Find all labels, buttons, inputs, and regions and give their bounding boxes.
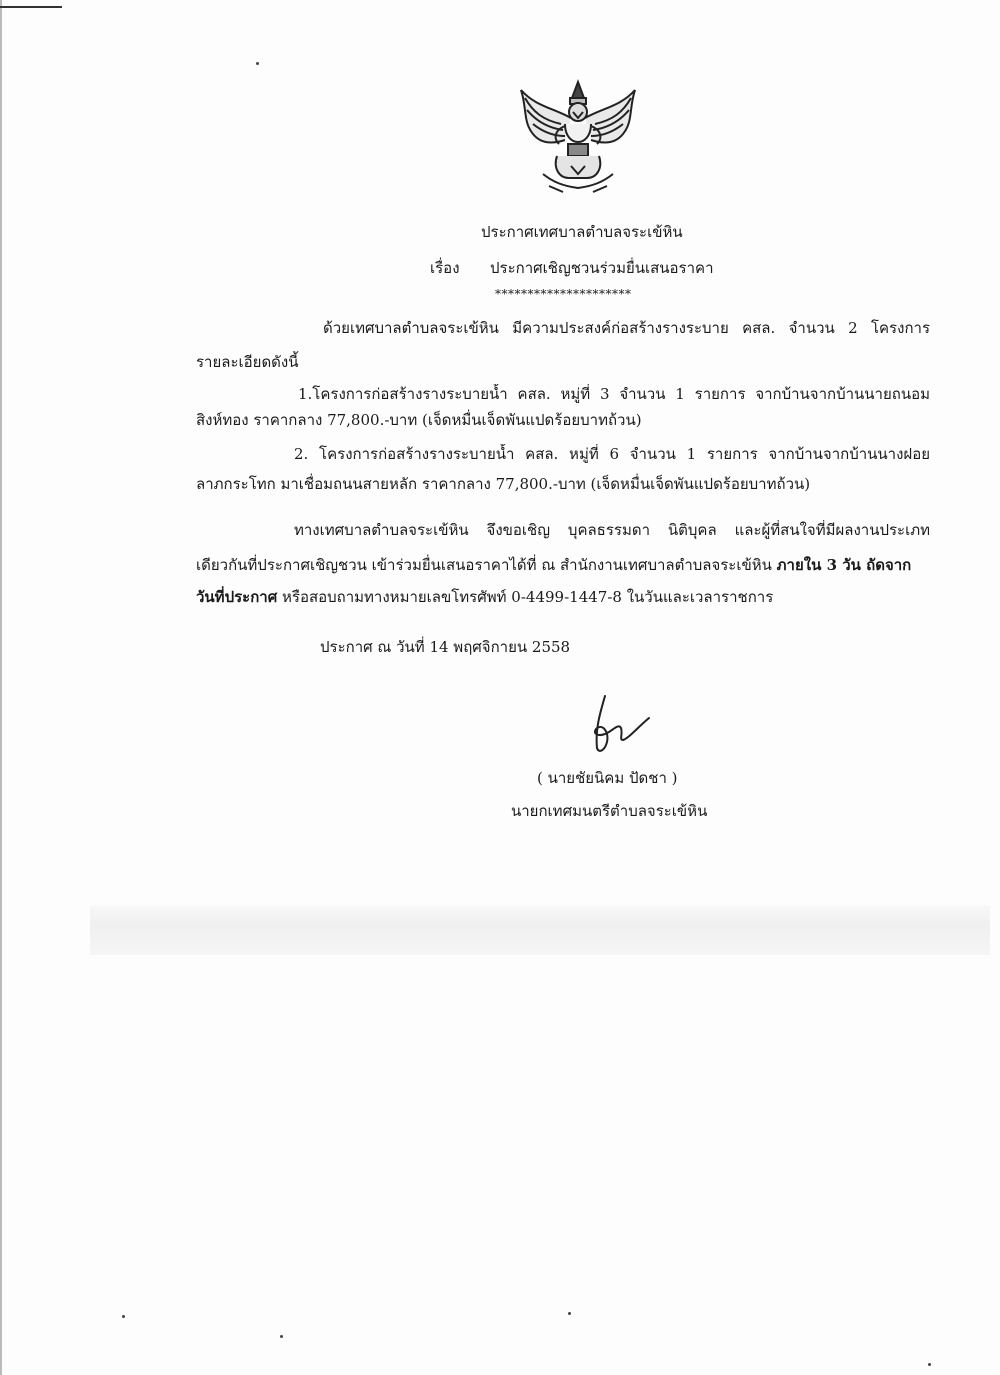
invite-line-2 xyxy=(196,555,911,575)
signer-title: นายกเทศมนตรีตำบลจระเข้หิน xyxy=(511,802,708,820)
item-2-line-1: 2. โครงการก่อสร้างรางระบายน้ำ คสล. หมู่ที่ 6 จำนวน 1 รายการ จากบ้านจากบ้านนางฝอย xyxy=(294,445,930,463)
invite-deadline: ภายใน 3 วัน ถัดจาก xyxy=(776,556,912,574)
scan-speck xyxy=(928,1363,931,1366)
invite-line-3-text: หรือสอบถามทางหมายเลขโทรศัพท์ 0-4499-1447-8 ในวันและเวลาราชการ xyxy=(282,588,774,606)
item-1-line-2: สิงห์ทอง ราคากลาง 77,800.-บาท (เจ็ดหมื่นเจ็ดพันแปดร้อยบาทถ้วน) xyxy=(196,411,642,429)
scan-speck xyxy=(568,1312,571,1315)
signer-name: ( นายชัยนิคม ปัดชา ) xyxy=(537,769,678,787)
invite-line-1: ทางเทศบาลตำบลจระเข้หิน จึงขอเชิญ บุคลธรรมดา นิติบุคล และผู้ที่สนใจที่มีผลงานประเภท xyxy=(294,521,930,539)
subject-label: เรื่อง xyxy=(430,259,460,277)
scan-speck xyxy=(122,1315,125,1318)
intro-line-2: รายละเอียดดังนี้ xyxy=(196,353,299,371)
subject-text: ประกาศเชิญชวนร่วมยื่นเสนอราคา xyxy=(490,259,714,277)
intro-line-1: ด้วยเทศบาลตำบลจระเข้หิน มีความประสงค์ก่อสร้างรางระบาย คสล. จำนวน 2 โครงการ xyxy=(323,319,930,337)
signature-mark xyxy=(575,688,655,758)
item-1-line-1: 1.โครงการก่อสร้างรางระบายน้ำ คสล. หมู่ที่ 3 จำนวน 1 รายการ จากบ้านจากบ้านนายถนอม xyxy=(298,385,930,403)
announcement-title: ประกาศเทศบาลตำบลจระเข้หิน xyxy=(481,223,683,241)
invite-line-3 xyxy=(196,587,773,607)
scan-bleed-band xyxy=(90,905,990,955)
scan-speck xyxy=(280,1335,283,1338)
scan-speck xyxy=(256,62,259,65)
scan-mark xyxy=(0,6,62,8)
announcement-date: ประกาศ ณ วันที่ 14 พฤศจิกายน 2558 xyxy=(320,638,571,656)
item-2-line-2: ลาภกระโทก มาเชื่อมถนนสายหลัก ราคากลาง 77,800.-บาท (เจ็ดหมื่นเจ็ดพันแปดร้อยบาทถ้วน) xyxy=(196,475,811,493)
invite-announce-date-ref: วันที่ประกาศ xyxy=(196,588,278,606)
scan-edge xyxy=(0,0,2,1375)
invite-line-2-text: เดียวกันที่ประกาศเชิญชวน เข้าร่วมยื่นเสนอราคาได้ที่ ณ สำนักงานเทศบาลตำบลจระเข้หิน xyxy=(196,556,772,574)
separator-stars: ********************* xyxy=(495,287,632,301)
garuda-emblem-icon xyxy=(513,78,643,200)
